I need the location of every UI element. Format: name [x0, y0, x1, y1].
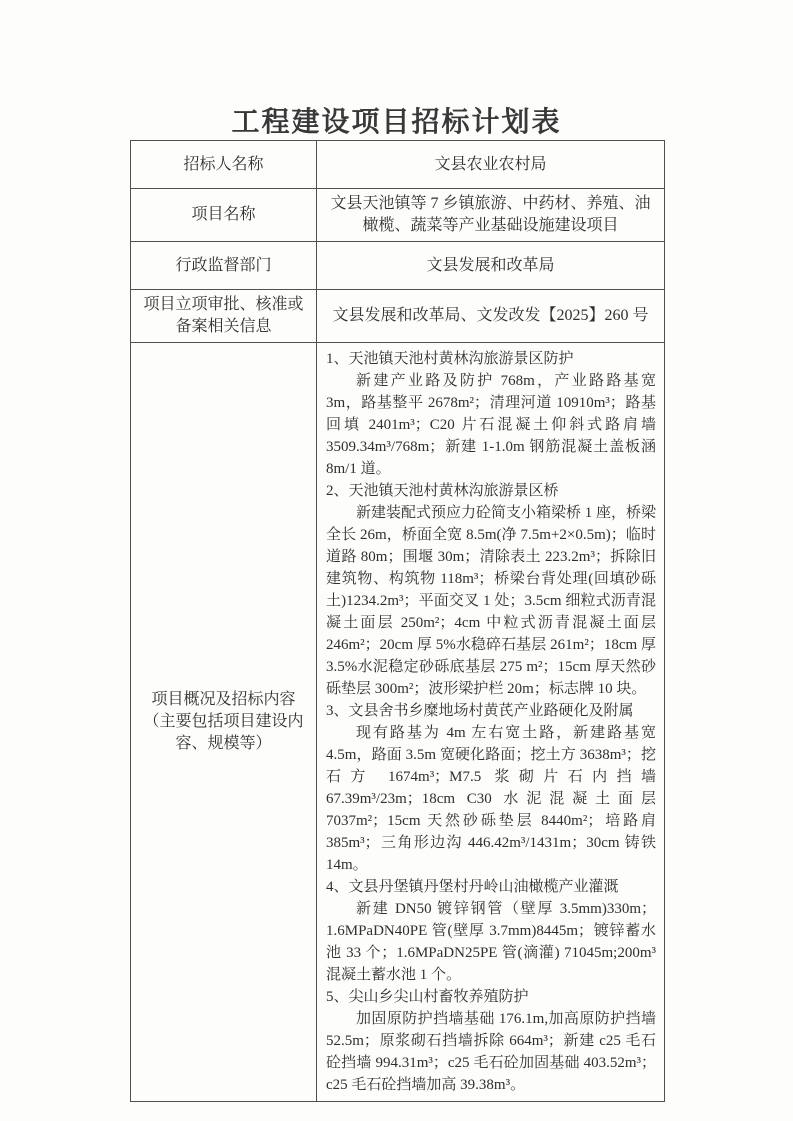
- overview-section-1-heading: 1、天池镇天池村黄林沟旅游景区防护: [326, 351, 574, 367]
- row-label-bidder-name: 招标人名称: [131, 141, 317, 188]
- overview-section-2-heading: 2、天池镇天池村黄林沟旅游景区桥: [326, 483, 559, 499]
- row-value-bidder-name: 文县农业农村局: [434, 155, 547, 173]
- page-title: 工程建设项目招标计划表: [231, 107, 562, 138]
- overview-section-5-heading: 5、尖山乡尖山村畜牧养殖防护: [326, 989, 529, 1005]
- table-row-supervision-dept: [131, 242, 664, 290]
- row-label-approval-info: 项目立项审批、核准或备案相关信息: [131, 290, 317, 342]
- overview-section-4-heading: 4、文县丹堡镇丹堡村丹岭山油橄榄产业灌溉: [326, 879, 619, 895]
- bidding-plan-table: [130, 140, 665, 1102]
- row-value-supervision-dept: 文县发展和改革局: [426, 256, 555, 274]
- overview-section-3-heading: 3、文县舍书乡糜地场村黄芪产业路硬化及附属: [326, 703, 634, 719]
- row-value-project-overview: [317, 343, 664, 1101]
- table-row-bidder-name: [131, 141, 664, 189]
- overview-section-3-body: 现有路基为 4m 左右宽土路，新建路基宽 4.5m，路面 3.5m 宽硬化路面；挖土方 3638m³；挖石方 1674m³；M7.5 浆砌片石内挡墙 67.39m³/23m；18cm C30 水泥混凝土面层 7037m²；15cm 天然砂砾垫层 8440m²；培路肩 385m³；三角形边沟 446.42m³/1431m；30cm 铸铁 14m。: [326, 725, 656, 873]
- overview-section-2-body: 新建装配式预应力砼简支小箱梁桥 1 座，桥梁全长 26m，桥面全宽 8.5m(净 7.5m+2×0.5m)；临时道路 80m；围堰 30m；清除表土 223.2m³；拆除旧建筑物、构筑物 118m³；桥梁台背处理(回填砂砾土)1234.2m³；平面交叉 1 处；3.5cm 细粒式沥青混凝土面层 250m²；4cm 中粒式沥青混凝土面层 246m²；20cm 厚 5%水稳碎石基层 261m²；18cm 厚 3.5%水泥稳定砂砾底基层 275 m²；15cm 厚天然砂砾垫层 300m²；波形梁护栏 20m；标志牌 10 块。: [326, 505, 657, 697]
- table-row-project-name: [131, 189, 664, 242]
- row-value-approval-info: 文县发展和改革局、文发改发【2025】260 号: [332, 307, 649, 324]
- table-row-project-overview: [131, 343, 664, 1101]
- row-value-project-name: 文县天池镇等 7 乡镇旅游、中药材、养殖、油橄榄、蔬菜等产业基础设施建设项目: [330, 195, 651, 234]
- overview-section-5-body: 加固原防护挡墙基础 176.1m,加高原防护挡墙 52.5m；原浆砌石挡墙拆除 664m³；新建 c25 毛石砼挡墙 994.31m³；c25 毛石砼加固基础 403.52m³；c25 毛石砼挡墙加高 39.38m³。: [326, 1011, 656, 1093]
- table-row-approval-info: [131, 290, 664, 343]
- overview-section-4-body: 新建 DN50 镀锌钢管（壁厚 3.5mm)330m；1.6MPaDN40PE 管(壁厚 3.7mm)8445m；镀锌蓄水池 33 个；1.6MPaDN25PE 管(滴灌) 71045m;200m³ 混凝土蓄水池 1 个。: [326, 901, 656, 983]
- row-label-supervision-dept: 行政监督部门: [131, 242, 317, 289]
- row-label-project-name: 项目名称: [131, 189, 317, 241]
- row-label-project-overview: 项目概况及招标内容（主要包括项目建设内容、规模等）: [131, 343, 317, 1101]
- overview-section-1-body: 新建产业路及防护 768m，产业路路基宽 3m，路基整平 2678m²；清理河道 10910m³；路基回填 2401m³；C20 片石混凝土仰斜式路肩墙 3509.34m³/768m；新建 1-1.0m 钢筋混凝土盖板涵 8m/1 道。: [326, 373, 656, 477]
